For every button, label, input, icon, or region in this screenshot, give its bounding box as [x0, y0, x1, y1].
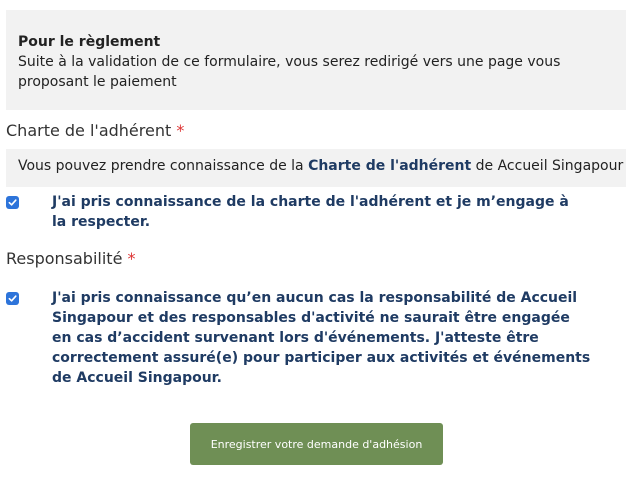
charte-checkbox-label[interactable]: J'ai pris connaissance de la charte de l'adhérent et je m’engage à la respecter.: [52, 194, 569, 230]
charte-link[interactable]: Charte de l'adhérent: [308, 158, 472, 174]
payment-info-box: [6, 10, 626, 110]
check-icon: [8, 198, 17, 207]
charte-intro-after: de Accueil Singapour: [471, 158, 624, 174]
charte-intro: [6, 149, 626, 187]
responsabilite-checkbox[interactable]: [6, 292, 19, 305]
charte-intro-before: Vous pouvez prendre connaissance de la: [18, 158, 309, 174]
check-icon: [8, 294, 17, 303]
payment-info-title: Pour le règlement: [18, 34, 161, 50]
required-mark: *: [127, 249, 136, 268]
submit-membership-button[interactable]: Enregistrer votre demande d'adhésion: [190, 423, 443, 465]
responsabilite-checkbox-label[interactable]: J'ai pris connaissance qu’en aucun cas la responsabilité de Accueil Singapour et des responsables d'activité ne saurait être engagée en cas d’accident survenant lors d'événements. J'atteste être correctement assuré(e) pour participer aux activités et événements de Accueil Singapour.: [52, 290, 591, 386]
charte-checkbox[interactable]: [6, 196, 19, 209]
responsabilite-heading-text: Responsabilité: [6, 249, 123, 268]
responsabilite-heading: [6, 249, 136, 268]
charte-heading: [6, 121, 184, 140]
required-mark: *: [176, 121, 185, 140]
charte-heading-text: Charte de l'adhérent: [6, 121, 172, 140]
payment-info-text: Suite à la validation de ce formulaire, vous serez redirigé vers une page vous proposant le paiement: [18, 54, 561, 90]
